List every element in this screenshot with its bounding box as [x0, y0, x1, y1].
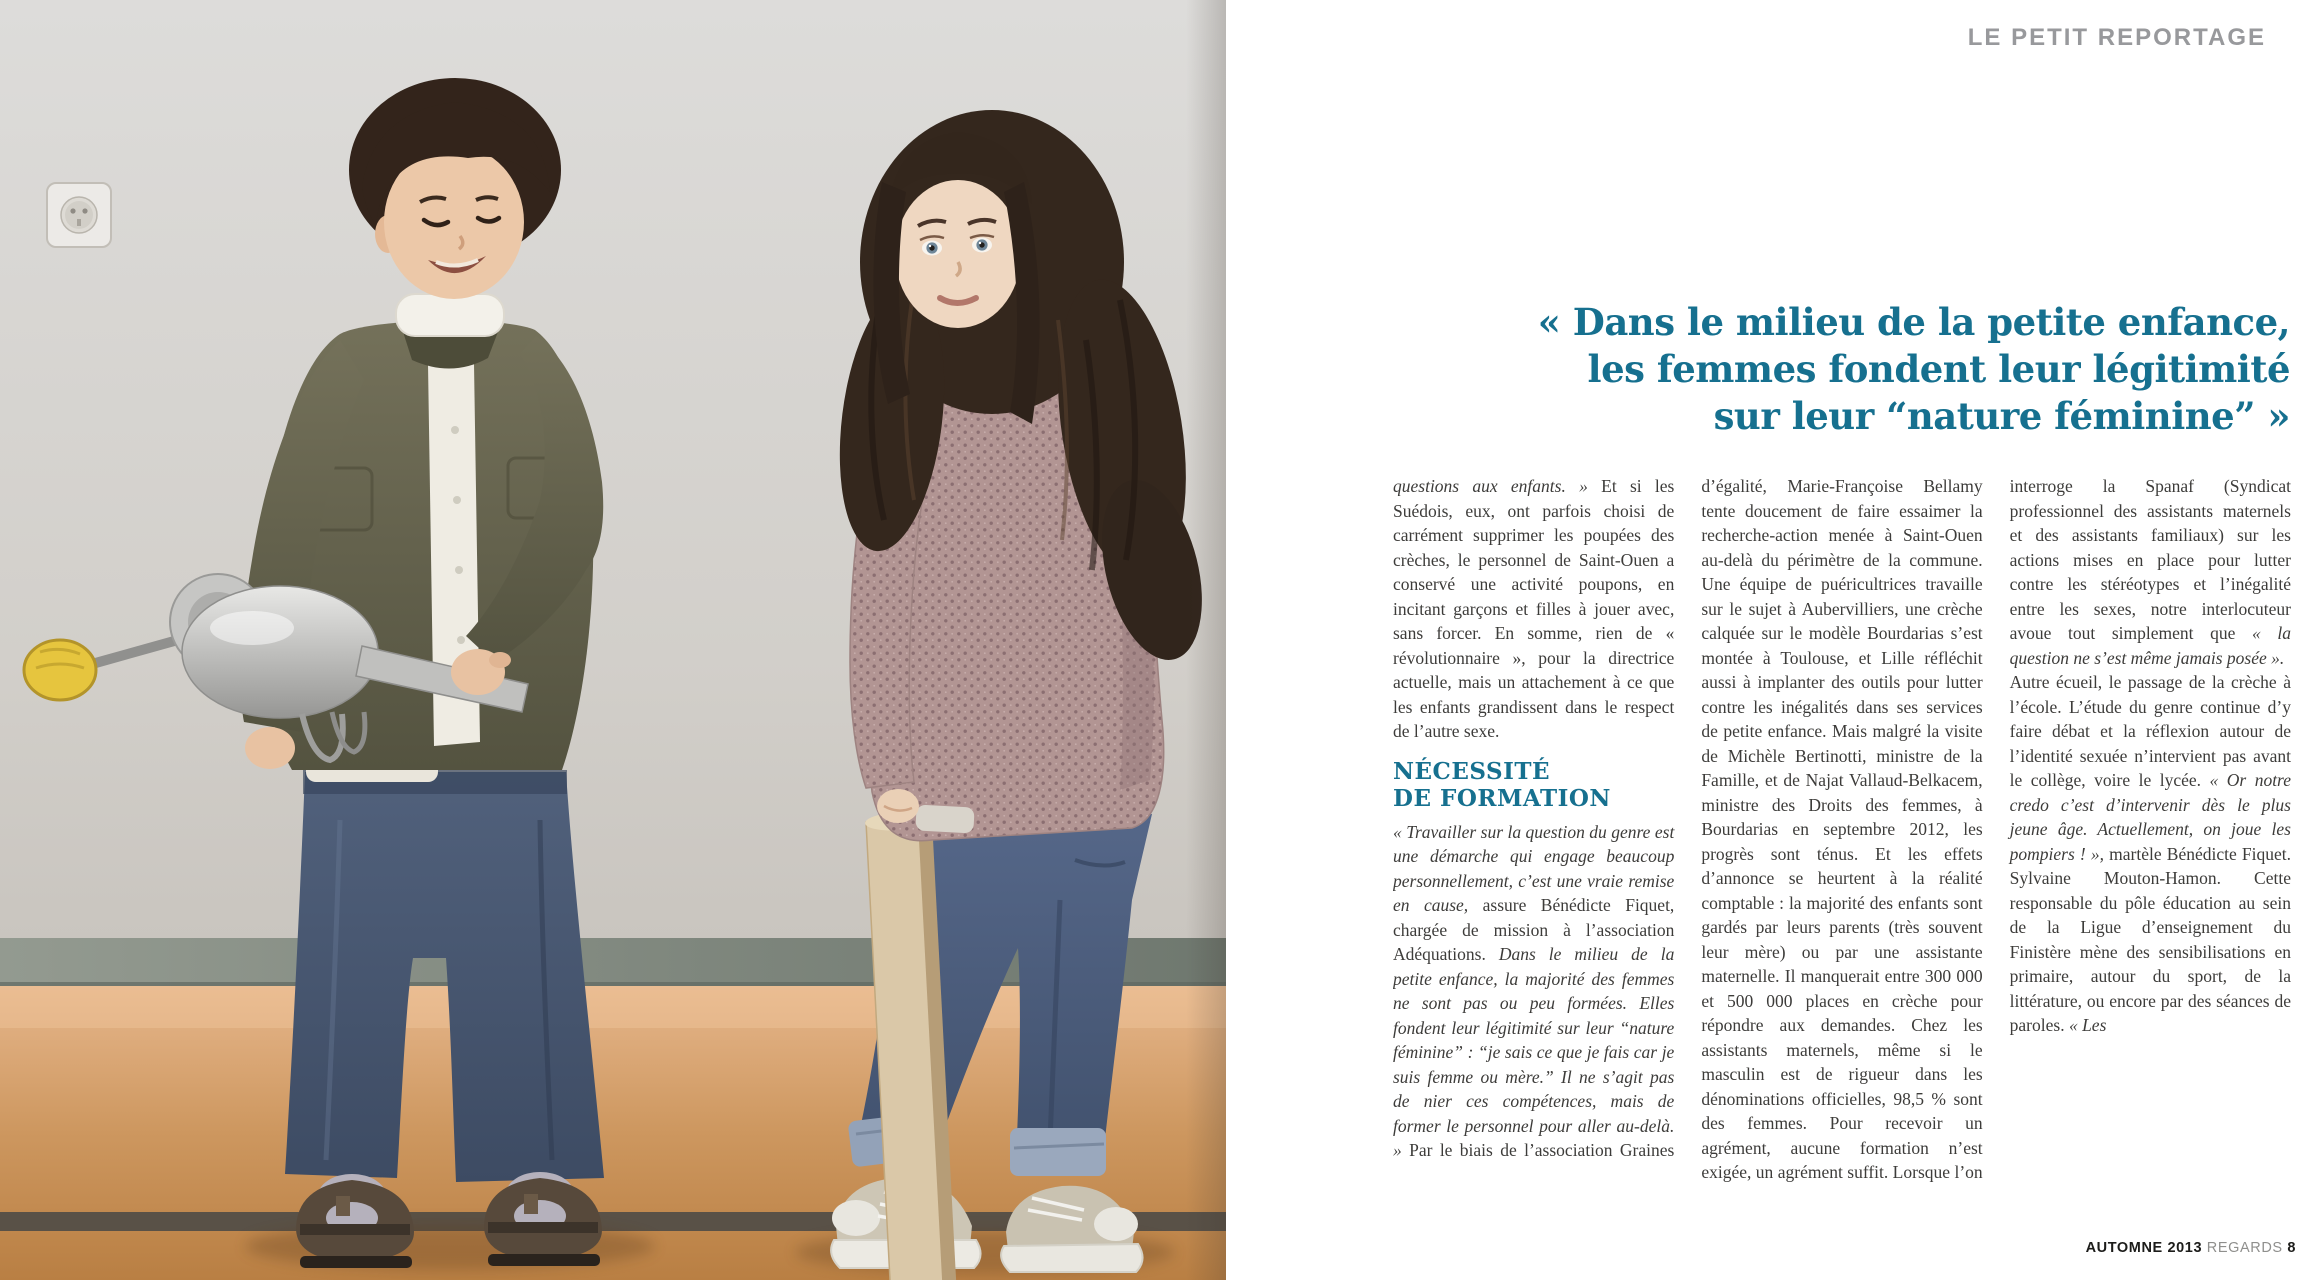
- pull-quote-line: « Dans le milieu de la petite enfance,: [1537, 300, 2290, 344]
- article-paragraph: [2010, 670, 2291, 1038]
- pull-quote: [1316, 299, 2290, 440]
- folio: [2086, 1240, 2296, 1256]
- wall-outlet: [47, 183, 111, 247]
- text-segment: Et si les Suédois, eux, ont parfois choisi de carrément supprimer les poupées des crèches, le personnel de Saint-Ouen a conservé une activité poupons, en incitant garçons et filles à jouer avec, sans forcer. En somme, rien de « révolutionnaire », pour la directrice actuelle, mais un attachement à ce que les enfants grandissent dans le respect de l’autre sexe.: [1393, 476, 1675, 741]
- text-segment: martèle Bénédicte Fiquet. Sylvaine Mouton-Hamon. Cette responsable du pôle éducation au sein de la Ligue d’enseignement du Finistère mène des sensibilisations en primaire, autour du sport, de la littérature, ou encore par des séances de paroles.: [2009, 843, 2291, 1035]
- text-segment: « Les: [2068, 1015, 2107, 1035]
- text-segment: questions aux enfants. »: [1393, 476, 1602, 496]
- text-segment: assure Bénédicte Fiquet, chargée de mission à l’association Adéquations.: [1393, 895, 1675, 964]
- text-segment: « Travailler sur la question du genre est une démarche qui engage beaucoup personnellement, c’est une vraie remise en cause,: [1393, 821, 1675, 915]
- article-body: [1393, 474, 2291, 1186]
- folio-magazine: REGARDS: [2206, 1240, 2283, 1256]
- folio-page-number: 8: [2287, 1240, 2296, 1256]
- folio-issue: AUTOMNE 2013: [2085, 1240, 2203, 1256]
- text-segment: Autre écueil, le passage de la crèche à l’école. L’étude du genre continue d’y faire débat et la réflexion autour de l’identité sexuée n’intervient pas avant le collège, voire le lycée.: [2009, 672, 2291, 790]
- text-page: [1226, 0, 2312, 1280]
- text-segment: « la question ne s’est même jamais posée ».: [2009, 623, 2291, 668]
- girl-hand: [877, 789, 919, 823]
- text-segment: « Or notre credo c’est d’intervenir dès le plus jeune âge. Actuellement, on joue les pompiers ! »,: [2009, 770, 2291, 864]
- article-paragraph: [1393, 474, 1674, 744]
- section-heading: NÉCESSITÉ DE FORMATION: [1393, 757, 1611, 812]
- section-kicker: LE PETIT REPORTAGE: [1967, 24, 2266, 51]
- pull-quote-line: les femmes fondent leur légitimité: [1587, 347, 2290, 391]
- pull-quote-line: sur leur “nature féminine” »: [1713, 394, 2290, 438]
- text-segment: Dans le milieu de la petite enfance, la majorité des femmes ne sont pas ou peu formées. Elles fondent leur légitimité sur leur “nature féminine” : “je sais ce que je fais car je suis femme ou mère.” Il ne s’agit pas de nier ces compétences, mais de former le personnel pour aller au-delà. »: [1393, 944, 1675, 1160]
- fold-shadow: [1186, 0, 1226, 1280]
- boy-left-hand: [245, 727, 295, 769]
- girl-face: [895, 180, 1021, 328]
- text-segment: Par le biais de l’association Graines d’égalité, Marie-Françoise Bellamy tente doucement de faire essaimer la recherche-action menée à Saint-Ouen au-delà du périmètre de la commune. Une équipe de puéricultrices travaille sur le sujet à Aubervilliers, une crèche calquée sur le modèle Bourdarias s’est montée à Toulouse, et Lille réfléchit aussi à implanter des outils pour lutter contre les inégalités dans ses services de petite enfance. Mais malgré la visite de Michèle Bertinotti, ministre de la Famille, et de Najat Vallaud-Belkacem, ministre des Droits des femmes, à Bourdarias en septembre 2012, les progrès sont ténus. Et les effets d’annonce se heurtent à la réalité comptable : la majorité des enfants sont gardés par leurs parents (très souvent leur mère) ou par une assistante maternelle. Il manquerait entre 300 000 et 500 000 places en crèche pour répondre aux demandes. Chez les assistants maternels, même si le masculin est de rigueur dans les dénominations officielles, 98,5 % sont des femmes. Pour recevoir un agrément, aucune formation n’est exigée, un agrément suffit. Lorsque l’on interroge la Spanaf (Syndicat professionnel des assistants maternels et des assistants familiaux) sur les actions mises en place pour lutter contre les stéréotypes et l’inégalité entre les sexes, notre interlocuteur avoue tout simplement que: [1409, 476, 2291, 1182]
